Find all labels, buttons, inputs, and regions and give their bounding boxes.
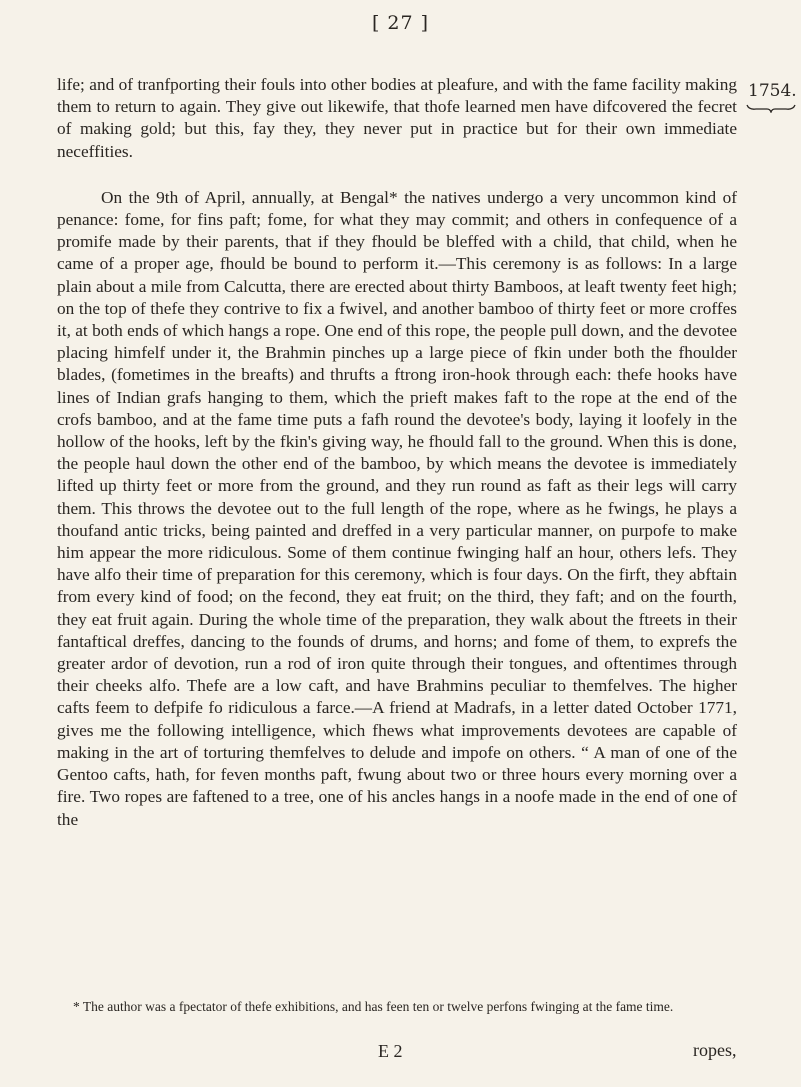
paragraph-1: life; and of tranfporting their fouls into other bodies at pleafure, and with the fame facility making them to return to again. They give out likewife, that thofe learned men have difcovered the fecret of making gold; but this, fay they, they never put in practice but for their own immediate neceffities. [57, 75, 737, 161]
margin-year: 1754. [748, 81, 797, 101]
margin-brace [746, 103, 796, 113]
body-text [57, 74, 737, 831]
footnote: * The author was a fpectator of thefe exhibitions, and has feen ten or twelve perfons fwinging at the fame time. [73, 999, 674, 1014]
catchword: ropes, [693, 1040, 737, 1060]
paragraph-2: On the 9th of April, annually, at Bengal* the natives undergo a very uncommon kind of penance: fome, for fins paft; fome, for what they may commit; and others in confequence of a promife made by their parents, that if they fhould be bleffed with a child, that child, when he came of a proper age, fhould be bound to perform it.—This ceremony is as follows: In a large plain about a mile from Calcutta, there are erected about thirty Bamboos, at leaft twenty feet high; on the top of thefe they contrive to fix a fwivel, and another bamboo of thirty feet or more croffes it, at both ends of which hangs a rope. One end of this rope, the people pull down, and the devotee placing himfelf under it, the Brahmin pinches up a large piece of fkin under both the fhoulder blades, (fometimes in the breafts) and thrufts a ftrong iron-hook through each: thefe hooks have lines of Indian grafs hanging to them, which the prieft makes faft to the rope at the end of the crofs bamboo, and at the fame time puts a fafh round the devotee's body, laying it loofely in the hollow of the hooks, left by the fkin's giving way, he fhould fall to the ground. When this is done, the people haul down the other end of the bamboo, by which means the devotee is immediately lifted up thirty feet or more from the ground, and they run round as faft as their legs will carry them. This throws the devotee out to the full length of the rope, where as he fwings, he plays a thoufand antic tricks, being painted and dreffed in a very particular manner, on purpofe to make him appear the more ridiculous. Some of them continue fwinging half an hour, others lefs. They have alfo their time of preparation for this ceremony, which is four days. On the firft, they abftain from every kind of food; on the fecond, they eat fruit; on the third, they faft; and on the fourth, they eat fruit again. During the whole time of the preparation, they walk about the ftreets in their fantaftical dreffes, dancing to the founds of drums, and horns; and fome of them, to exprefs the greater ardor of devotion, run a rod of iron quite through their tongues, and oftentimes through their cheeks alfo. Thefe are a low caft, and have Brahmins peculiar to themfelves. The higher cafts feem to defpife fo ridiculous a farce.—A friend at Madrafs, in a letter dated October 1771, gives me the following intelligence, which fhews what improvements devotees are capable of making in the art of torturing themfelves to delude and impofe on others. “ A man of one of the Gentoo cafts, hath, for feven months paft, fwung about two or three hours every morning over a fire. Two ropes are faftened to a tree, one of his ancles hangs in a noofe made in the end of one of the [57, 187, 737, 829]
page-number: [ 27 ] [371, 12, 430, 34]
signature-mark: E 2 [378, 1041, 403, 1061]
